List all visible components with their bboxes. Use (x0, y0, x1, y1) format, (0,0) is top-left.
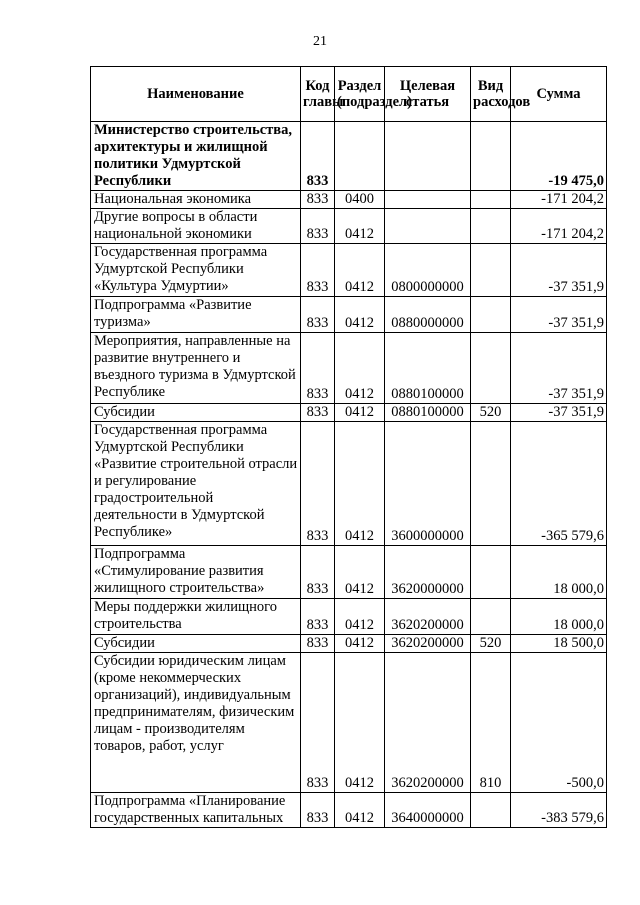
row-sum: -500,0 (511, 653, 607, 793)
row-code: 833 (301, 635, 335, 653)
table-row (91, 333, 607, 404)
table-row (91, 209, 607, 244)
header-target: Целевая статья (385, 67, 471, 122)
header-type: Вид расходов (471, 67, 511, 122)
row-target: 0880000000 (385, 297, 471, 333)
row-section (335, 122, 385, 191)
budget-table (90, 66, 607, 828)
row-target: 0880100000 (385, 333, 471, 404)
row-name: Субсидии (91, 635, 301, 653)
row-name: Подпрограмма «Развитие туризма» (91, 297, 301, 333)
row-sum: -37 351,9 (511, 333, 607, 404)
table-row (91, 635, 607, 653)
table-row (91, 191, 607, 209)
row-section: 0412 (335, 653, 385, 793)
table-row (91, 297, 607, 333)
row-section: 0412 (335, 793, 385, 828)
row-target: 3620200000 (385, 599, 471, 635)
row-name: Министерство строительства, архитектуры и жилищной политики Удмуртской Республики (91, 122, 301, 191)
row-sum: 18 000,0 (511, 546, 607, 599)
row-target: 3640000000 (385, 793, 471, 828)
table-row (91, 793, 607, 828)
row-section: 0412 (335, 333, 385, 404)
row-code: 833 (301, 546, 335, 599)
row-code: 833 (301, 793, 335, 828)
row-target: 3620200000 (385, 653, 471, 793)
row-code: 833 (301, 333, 335, 404)
row-sum: -383 579,6 (511, 793, 607, 828)
row-name: Национальная экономика (91, 191, 301, 209)
row-code: 833 (301, 209, 335, 244)
table-row (91, 244, 607, 297)
row-type (471, 793, 511, 828)
row-name: Государственная программа Удмуртской Республики «Культура Удмуртии» (91, 244, 301, 297)
row-sum: -365 579,6 (511, 422, 607, 546)
row-sum: -37 351,9 (511, 297, 607, 333)
row-sum: -19 475,0 (511, 122, 607, 191)
row-sum: -171 204,2 (511, 191, 607, 209)
row-name: Субсидии (91, 404, 301, 422)
row-sum: 18 000,0 (511, 599, 607, 635)
header-name: Наименование (91, 67, 301, 122)
row-name: Подпрограмма «Стимулирование развития жилищного строительства» (91, 546, 301, 599)
row-name: Государственная программа Удмуртской Республики «Развитие строительной отрасли и регулирование градостроительной деятельности в Удмуртской Республике» (91, 422, 301, 546)
row-section: 0412 (335, 209, 385, 244)
row-name: Меры поддержки жилищного строительства (91, 599, 301, 635)
row-type (471, 546, 511, 599)
row-target (385, 209, 471, 244)
row-name: Субсидии юридическим лицам (кроме некоммерческих организаций), индивидуальным предпринимателям, физическим лицам - производителям товаров, работ, услуг (91, 653, 301, 793)
row-code: 833 (301, 653, 335, 793)
row-code: 833 (301, 244, 335, 297)
row-type (471, 599, 511, 635)
row-target: 3620000000 (385, 546, 471, 599)
table-row (91, 404, 607, 422)
row-sum: -37 351,9 (511, 244, 607, 297)
row-section: 0412 (335, 546, 385, 599)
row-sum: 18 500,0 (511, 635, 607, 653)
header-section: Раздел (подраздел) (335, 67, 385, 122)
row-type (471, 209, 511, 244)
table-row (91, 546, 607, 599)
header-sum: Сумма (511, 67, 607, 122)
row-target: 0800000000 (385, 244, 471, 297)
row-section: 0412 (335, 599, 385, 635)
row-target (385, 191, 471, 209)
row-code: 833 (301, 297, 335, 333)
row-type (471, 122, 511, 191)
row-type (471, 297, 511, 333)
row-target: 3600000000 (385, 422, 471, 546)
row-section: 0400 (335, 191, 385, 209)
row-section: 0412 (335, 635, 385, 653)
row-name: Подпрограмма «Планирование государственных капитальных (91, 793, 301, 828)
row-type (471, 422, 511, 546)
row-type: 520 (471, 635, 511, 653)
row-section: 0412 (335, 422, 385, 546)
row-type: 520 (471, 404, 511, 422)
row-sum: -171 204,2 (511, 209, 607, 244)
table-row (91, 122, 607, 191)
row-code: 833 (301, 422, 335, 546)
table-header-row (91, 67, 607, 122)
row-name: Другие вопросы в области национальной экономики (91, 209, 301, 244)
row-section: 0412 (335, 404, 385, 422)
row-section: 0412 (335, 297, 385, 333)
table-row (91, 653, 607, 793)
row-sum: -37 351,9 (511, 404, 607, 422)
row-name: Мероприятия, направленные на развитие внутреннего и въездного туризма в Удмуртской Республике (91, 333, 301, 404)
row-code: 833 (301, 404, 335, 422)
row-code: 833 (301, 122, 335, 191)
row-target (385, 122, 471, 191)
row-code: 833 (301, 191, 335, 209)
row-target: 0880100000 (385, 404, 471, 422)
header-code: Код главы (301, 67, 335, 122)
row-target: 3620200000 (385, 635, 471, 653)
table-row (91, 422, 607, 546)
row-type (471, 244, 511, 297)
row-type (471, 333, 511, 404)
row-code: 833 (301, 599, 335, 635)
table-row (91, 599, 607, 635)
row-type: 810 (471, 653, 511, 793)
page-number: 21 (313, 34, 327, 49)
row-type (471, 191, 511, 209)
row-section: 0412 (335, 244, 385, 297)
